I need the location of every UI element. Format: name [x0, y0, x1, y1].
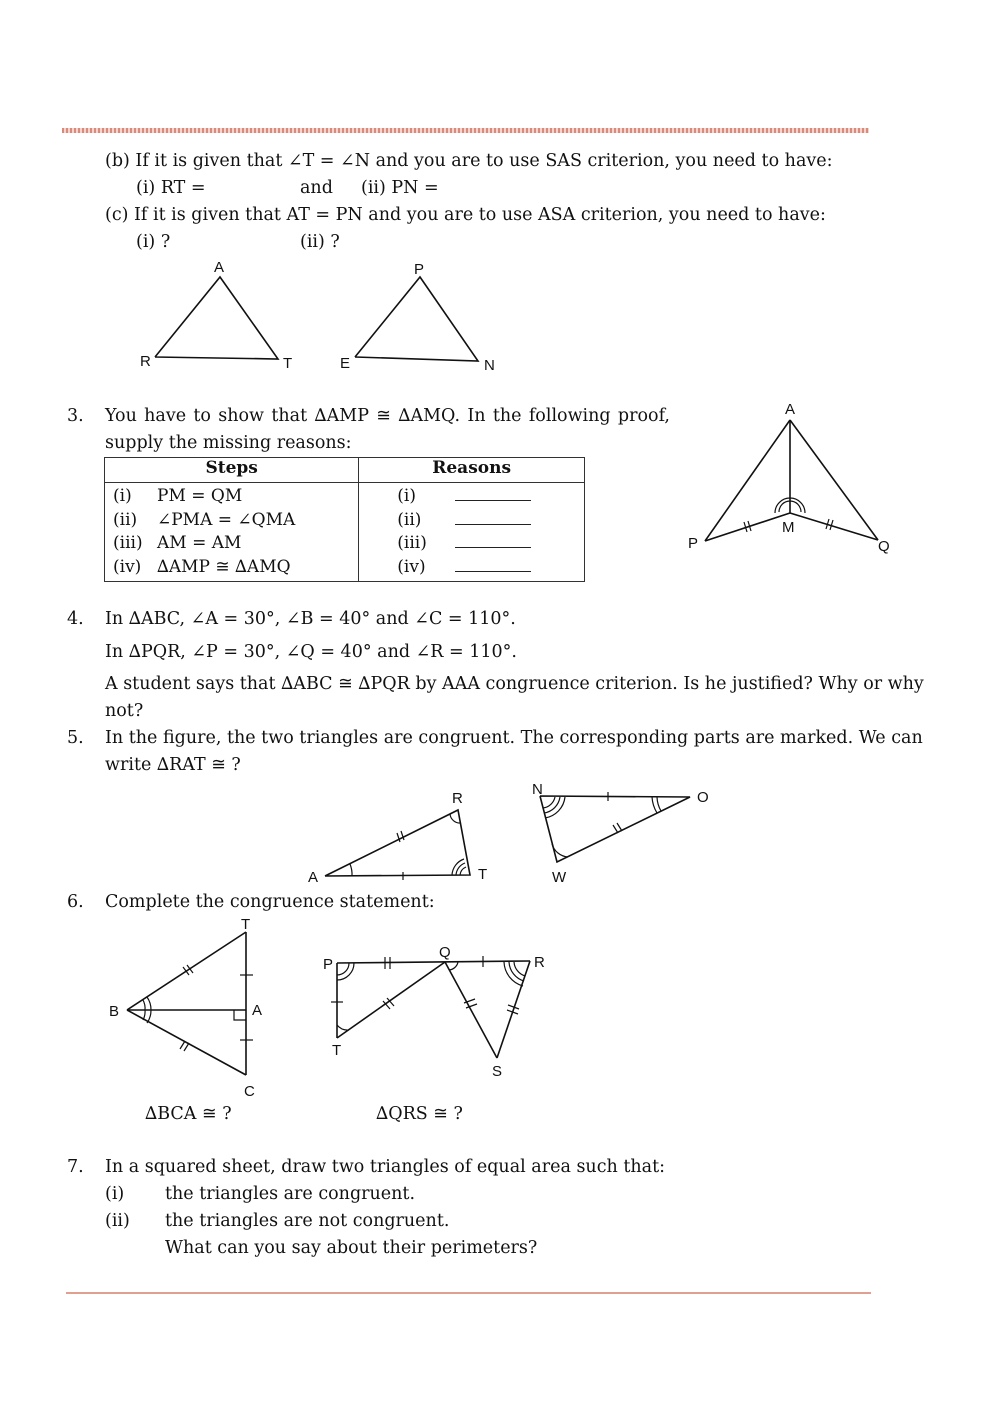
- q5-line2: write ∆RAT ≅ ?: [105, 755, 241, 775]
- label-e: E: [340, 355, 351, 372]
- reason-blank[interactable]: [455, 485, 531, 501]
- q2b-i: (i) RT =: [136, 178, 206, 198]
- label-p: P: [688, 535, 699, 552]
- label-c: C: [244, 1083, 255, 1100]
- label-t: T: [241, 916, 251, 933]
- q4-line4: not?: [105, 701, 144, 721]
- label-w: W: [552, 869, 567, 886]
- label-a: A: [252, 1002, 263, 1019]
- label-t2: T: [332, 1042, 342, 1059]
- q7-line1: In a squared sheet, draw two triangles of equal area such that:: [105, 1157, 665, 1177]
- bottom-divider: [66, 1292, 871, 1294]
- q2b-ii: (ii) PN =: [361, 178, 439, 198]
- triangle-art: [155, 277, 278, 359]
- reason-blank[interactable]: [455, 509, 531, 525]
- q4-line2: In ∆PQR, ∠P = 30°, ∠Q = 40° and ∠R = 110°.: [105, 642, 517, 662]
- q2c-text: (c) If it is given that AT = PN and you are to use ASA criterion, you need to have:: [105, 205, 826, 225]
- label-q: Q: [878, 538, 890, 555]
- q7-i-number: (i): [105, 1184, 125, 1204]
- q2c-ii: (ii) ?: [300, 232, 340, 252]
- q4-line1: In ∆ABC, ∠A = 30°, ∠B = 40° and ∠C = 110°.: [105, 609, 516, 629]
- q7-i-text: the triangles are congruent.: [165, 1184, 416, 1204]
- q4-number: 4.: [67, 609, 84, 629]
- q3-figure: [680, 398, 900, 558]
- label-a: A: [214, 259, 225, 276]
- label-q: Q: [439, 944, 451, 961]
- label-o: O: [697, 789, 709, 806]
- reason-row: (iv): [397, 556, 576, 580]
- q5-figure: [300, 775, 730, 890]
- step-row: (ii) ∠PMA = ∠QMA: [113, 509, 296, 530]
- label-n: N: [484, 357, 495, 374]
- q3-number: 3.: [67, 406, 84, 426]
- header-reasons: Reasons: [359, 458, 585, 483]
- label-p: P: [323, 956, 334, 973]
- q6-caption-bca: ∆BCA ≅ ?: [145, 1104, 232, 1124]
- label-r: R: [452, 790, 463, 807]
- q7-number: 7.: [67, 1157, 84, 1177]
- reason-row: (ii): [397, 509, 576, 533]
- q6-number: 6.: [67, 892, 84, 912]
- q2-triangles-figure: [130, 255, 510, 380]
- label-p: P: [414, 261, 425, 278]
- label-t: T: [283, 355, 293, 372]
- label-m: M: [782, 519, 795, 536]
- reason-row: (iii): [397, 532, 576, 556]
- q6-figure: [100, 915, 560, 1100]
- top-divider: [62, 128, 869, 133]
- q5-line1: In the figure, the two triangles are congruent. The corresponding parts are marked. We can: [105, 728, 923, 748]
- steps-reasons-table: [104, 457, 585, 582]
- label-r: R: [140, 353, 151, 370]
- q4-line3: A student says that ∆ABC ≅ ∆PQR by AAA congruence criterion. Is he justified? Why or why: [105, 674, 924, 694]
- label-s: S: [492, 1063, 503, 1080]
- q7-line4: What can you say about their perimeters?: [165, 1238, 538, 1258]
- q2b-and: and: [300, 178, 333, 198]
- step-row: (i) PM = QM: [113, 486, 243, 506]
- triangle-pen: [355, 277, 478, 361]
- label-r: R: [534, 954, 545, 971]
- label-a: A: [308, 869, 319, 886]
- reason-blank[interactable]: [455, 556, 531, 572]
- label-b: B: [109, 1003, 120, 1020]
- q3-line1: You have to show that ∆AMP ≅ ∆AMQ. In the following proof,: [105, 406, 670, 426]
- q5-number: 5.: [67, 728, 84, 748]
- label-a: A: [785, 401, 796, 418]
- step-row: (iv) ∆AMP ≅ ∆AMQ: [113, 556, 291, 577]
- reason-blank[interactable]: [455, 532, 531, 548]
- reason-row: (i): [397, 485, 576, 509]
- q3-line2: supply the missing reasons:: [105, 433, 352, 453]
- q6-caption-qrs: ∆QRS ≅ ?: [376, 1104, 463, 1124]
- table-body-row: [105, 483, 585, 582]
- q2c-i: (i) ?: [136, 232, 171, 252]
- q2b-text: (b) If it is given that ∠T = ∠N and you are to use SAS criterion, you need to have:: [105, 151, 833, 171]
- q7-ii-number: (ii): [105, 1211, 130, 1231]
- step-row: (iii) AM = AM: [113, 533, 242, 553]
- table-header-row: [105, 458, 585, 483]
- header-steps: Steps: [105, 458, 359, 483]
- label-n: N: [532, 781, 543, 798]
- q6-line1: Complete the congruence statement:: [105, 892, 435, 912]
- label-t: T: [478, 866, 488, 883]
- q7-ii-text: the triangles are not congruent.: [165, 1211, 450, 1231]
